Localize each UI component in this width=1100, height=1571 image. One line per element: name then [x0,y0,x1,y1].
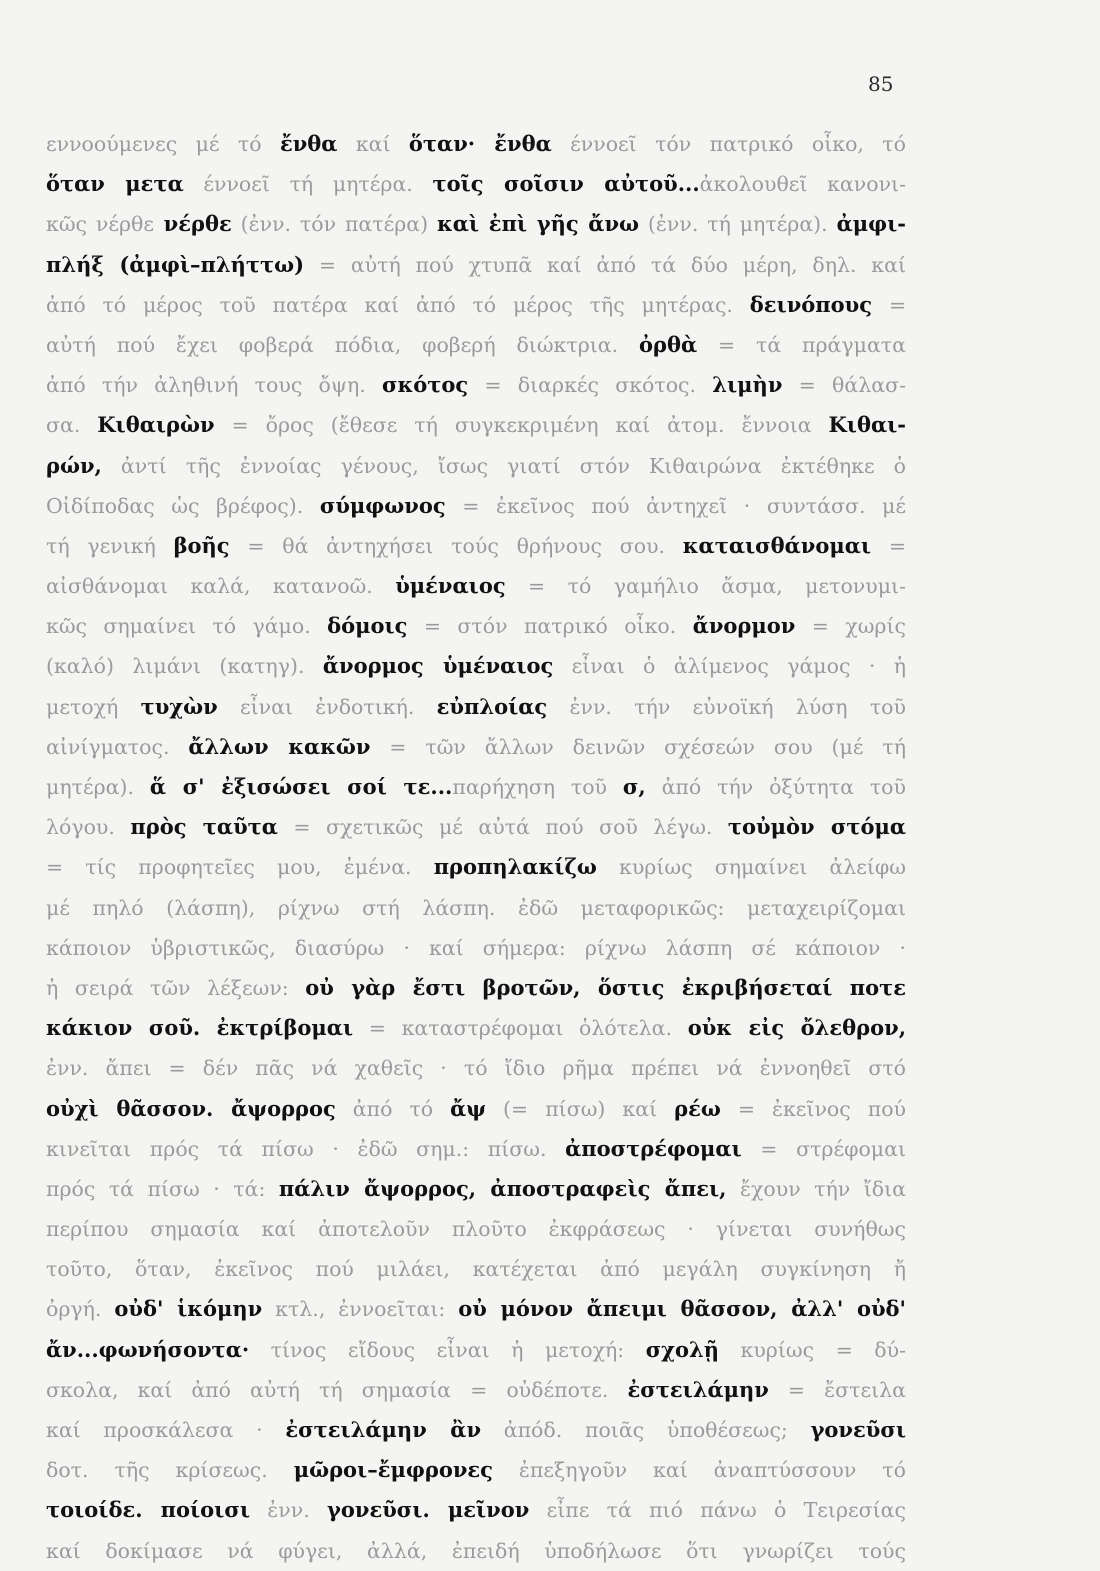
lemma-term: οὐδ' ἱκόμην [114,1296,263,1322]
lemma-term: δόμοις [327,613,408,639]
lemma-term: καὶ ἐπὶ γῆς ἄνω [437,211,640,237]
gloss-text: εἶπε τά πιό πάνω ὁ Τειρεσίας [529,1498,906,1523]
text-line [46,928,906,968]
gloss-text: = στόν πατρικό οἶκο. [407,614,693,639]
lemma-term: ἄψ [450,1095,487,1121]
gloss-text: ἐπεξηγοῦν καί ἀναπτύσσουν τό [492,1458,906,1483]
gloss-text: περίπου σημασία καί ἀποτελοῦν πλοῦτο ἐκφράσεως · γίνεται συνήθως [46,1217,906,1242]
gloss-text: παρήχηση τοῦ [452,775,623,799]
text-line [46,687,906,727]
lemma-term: ρέω [674,1095,721,1121]
text-line [46,968,906,1008]
text-line [46,847,906,887]
gloss-text: (= πίσω) καί [486,1096,675,1121]
gloss-text: = θάλασ- [782,373,906,398]
text-line [46,807,906,847]
gloss-text: δοτ. τῆς κρίσεως. [46,1458,294,1483]
gloss-text: ἀπό τό [335,1096,451,1121]
gloss-text: (ἐνν. τή μητέρα). [639,212,837,237]
gloss-text: ἀκολουθεῖ κανονι- [699,172,906,197]
gloss-text: σα. [46,413,98,438]
text-line [46,1249,906,1289]
gloss-text: = τά πράγματα [697,332,906,357]
gloss-text: ἐνν. τήν εὐνοϊκή λύση τοῦ [547,694,906,719]
lemma-term: ἄνορμον [692,613,796,639]
gloss-text: ὀργή. [46,1297,115,1322]
text-line [46,164,906,204]
gloss-text: = δέν πᾶς νά χαθεῖς · τό ἴδιο ρῆμα πρέπει νά ἐννοηθεῖ στό [151,1056,906,1081]
text-line [46,486,906,526]
lemma-term: τοῖς σοῖσιν αὐτοῦ... [432,171,700,197]
gloss-text: (καλό) λιμάνι (κατηγ). [46,654,323,679]
text-line [46,727,906,767]
gloss-text: εννοούμενες μέ τό [46,132,280,156]
text-line [46,1048,906,1088]
text-line [46,767,906,807]
lemma-term: ὅταν· ἔνθα [408,131,552,156]
gloss-text: έννοεῖ τή μητέρα. [183,172,433,197]
gloss-text: = τῶν ἄλλων δεινῶν σχέσεών σου (μέ τή [370,734,906,759]
lemma-term: πλήξ (ἀμφὶ–πλήττω) [46,251,305,277]
gloss-text: μητέρα). [46,775,150,799]
lemma-term: σχολῇ [645,1336,719,1362]
lemma-term: ὑμέναιος [395,573,506,599]
gloss-text: ἐνν. [250,1498,328,1523]
page-number: 85 [868,72,894,96]
gloss-text: κυρίως = δύ- [719,1337,906,1362]
lemma-term: πάλιν ἄψορρος, ἀποστραφεὶς ἄπει, [278,1175,727,1201]
gloss-text: ἀπό τό μέρος τοῦ πατέρα καί ἀπό τό μέρος τῆς μητέρας. [46,292,750,317]
lemma-term: ἀποστρέφομαι [565,1135,742,1161]
lemma-term: τοιοίδε. ποίοισι [46,1497,250,1523]
gloss-text: κινεῖται πρός τά πίσω · ἐδῶ σημ.: πίσω. [46,1136,566,1161]
text-line [46,325,906,365]
gloss-text: κτλ., ἐννοεῖται: [262,1297,459,1322]
gloss-text: αὐτή πού ἔχει φοβερά πόδια, φοβερή διώκτρια. [46,332,639,357]
lemma-term: δεινόπους [749,291,873,317]
gloss-text: = σχετικῶς μέ αὐτά πού σοῦ λέγω. [277,815,728,840]
gloss-text: = ἔστειλα [768,1377,906,1402]
gloss-text: = χωρίς [795,614,906,639]
lemma-term: οὐχὶ θᾶσσον. ἄψορρος [46,1095,336,1121]
gloss-text: αἰσθάνομαι καλά, κατανοῶ. [46,574,396,599]
lemma-term: ἄν...φωνήσοντα· [46,1336,250,1362]
lemma-term: ἔνθα [279,131,338,156]
lemma-term: γονεῦσι [810,1417,906,1442]
gloss-text: = [872,292,906,317]
text-line [46,245,906,285]
text-line [46,204,906,244]
lemma-term: σύμφωνος [319,492,446,518]
gloss-text: ἄπει [105,1056,152,1081]
gloss-text: = ἐκεῖνος πού [720,1096,906,1121]
gloss-text: πρός τά πίσω · τά: [46,1176,279,1201]
gloss-text: ἡ σειρά τῶν λέξεων: [46,975,306,1000]
gloss-text: τοῦτο, ὅταν, ἐκεῖνος πού μιλάει, κατέχεται ἀπό μεγάλη συγκίνηση ἤ [46,1257,906,1282]
lemma-term: μῶροι–ἔμφρονες [293,1457,493,1483]
lemma-term: γονεῦσι. μεῖνον [327,1497,530,1523]
lemma-term: οὐ μόνον ἄπειμι θᾶσσον, ἀλλ' οὐδ' [458,1296,906,1322]
lemma-term: οὐκ εἰς ὄλεθρον, [687,1015,906,1041]
commentary-text [46,124,906,1571]
gloss-text: = ἐκεῖνος πού ἀντηχεῖ · συντάσσ. μέ [445,493,906,518]
gloss-text: ἔχουν τήν ἴδια [726,1176,906,1201]
gloss-text: = θά ἀντηχήσει τούς θρήνους σου. [229,533,683,558]
gloss-text: = τό γαμήλιο ἄσμα, μετονυμι- [505,574,906,599]
text-line [46,365,906,405]
lemma-term: σκότος [382,372,469,398]
gloss-text: μέ πηλό (λάσπη), ρίχνω στή λάσπη. ἐδῶ μεταφορικῶς: μεταχειρίζομαι [46,895,906,920]
gloss-text: εἶναι ἐνδοτική. [217,694,437,719]
gloss-text: καί δοκίμασε νά φύγει, ἀλλά, ἐπειδή ὑποδήλωσε ὅτι γνωρίζει τούς [46,1538,906,1563]
gloss-text: = αὐτή πού χτυπᾶ καί ἀπό τά δύο μέρη, δηλ. καί [304,252,906,277]
gloss-text: έννοεῖ τόν πατρικό οἶκο, τό [551,132,906,156]
lemma-term: τυχὼν [140,693,218,719]
lemma-term: οὐ γὰρ ἔστι βροτῶν, ὅστις ἐκριβήσεταί ποτε [305,974,906,1000]
lemma-term: ρών, [46,452,102,478]
text-line [46,1169,906,1209]
gloss-text: κῶς σημαίνει τό γάμο. [46,614,328,639]
lemma-term: πρὸς ταῦτα [130,814,278,840]
text-line [46,646,906,686]
lemma-term: καταισθάνομαι [682,532,872,558]
gloss-text: ἀπό τήν ἀληθινή τους ὄψη. [46,373,382,398]
gloss-text: λόγου. [46,815,131,840]
lemma-term: τοὐμὸν στόμα [727,814,906,840]
text-line [46,566,906,606]
gloss-text: = καταστρέφομαι ὁλότελα. [353,1016,688,1041]
gloss-text: = διαρκές σκότος. [468,373,713,398]
lemma-term: ἅ σ' ἐξισώσει σοί τε... [149,774,453,799]
text-line [46,1410,906,1450]
lemma-term: προπηλακίζω [433,854,597,880]
gloss-text: τή γενική [46,533,174,558]
lemma-term: ἀμφι- [836,211,906,237]
text-line [46,888,906,928]
text-line [46,1008,906,1048]
lemma-term: ἐστειλάμην [627,1376,769,1402]
gloss-text: ἀπόδ. ποιᾶς ὑποθέσεως; [481,1418,811,1442]
gloss-text: σκολα, καί ἀπό αὐτή τή σημασία = οὐδέποτε. [46,1377,628,1402]
gloss-text: ἀντί τῆς ἐννοίας γένους, ἴσως γιατί στόν Κιθαιρώνα ἐκτέθηκε ὁ [101,453,906,478]
text-line [46,526,906,566]
gloss-text: Οἰδίποδας ὡς βρέφος). [46,493,320,518]
gloss-text: μετοχή [46,694,141,719]
gloss-text: = [871,533,906,558]
lemma-term: βοῆς [173,532,230,558]
lemma-term: ὀρθὰ [639,331,698,357]
lemma-term: λιμὴν [712,372,783,398]
text-line [46,124,906,164]
lemma-term: νέρθε [153,211,232,237]
gloss-text: κυρίως σημαίνει ἀλείφω [596,855,906,880]
gloss-text: = ὄρος (ἔθεσε τή συγκεκριμένη καί ἀτομ. ἔννοια [214,413,829,438]
gloss-text: τίνος εἴδους εἶναι ἡ μετοχή: [249,1337,646,1362]
lemma-term: ἄλλων κακῶν [188,733,371,759]
text-line [46,285,906,325]
gloss-text: εἶναι ὁ ἀλίμενος γάμος · ἡ [553,654,906,679]
lemma-term: Κιθαι- [828,412,906,438]
lemma-term: Κιθαιρὼν [97,412,215,438]
lemma-term: ἐστειλάμην ἂν [285,1417,482,1442]
gloss-text: ἀπό τήν ὀξύτητα τοῦ [645,775,906,799]
text-line [46,446,906,486]
text-line [46,1089,906,1129]
gloss-text: αἰνίγματος. [46,734,189,759]
text-line [46,606,906,646]
gloss-text: = στρέφομαι [741,1136,906,1161]
text-line [46,1330,906,1370]
gloss-text: καί [337,132,409,156]
gloss-text: καί προσκάλεσα · [46,1418,286,1442]
lemma-term: εὐπλοίας [436,693,548,719]
text-line [46,1490,906,1530]
text-line [46,1209,906,1249]
gloss-text: (ἐνν. τόν πατέρα) [231,212,437,237]
text-line [46,1531,906,1571]
lemma-term: ἄνορμος ὑμέναιος [322,653,554,679]
lemma-term: σ, [622,774,646,799]
text-line [46,1289,906,1329]
lemma-term: ὅταν μετα [46,171,184,197]
gloss-text: ἐνν. [46,1056,106,1081]
text-line [46,1129,906,1169]
text-line [46,405,906,445]
text-line [46,1450,906,1490]
lemma-term: κάκιον σοῦ. ἐκτρίβομαι [46,1015,354,1041]
gloss-text: = τίς προφητεῖες μου, ἐμένα. [46,855,434,880]
text-line [46,1370,906,1410]
gloss-text: κάποιον ὑβριστικῶς, διασύρω · καί σήμερα: ρίχνω λάσπη σέ κάποιον · [46,935,906,960]
gloss-text: κῶς νέρθε [46,212,154,237]
